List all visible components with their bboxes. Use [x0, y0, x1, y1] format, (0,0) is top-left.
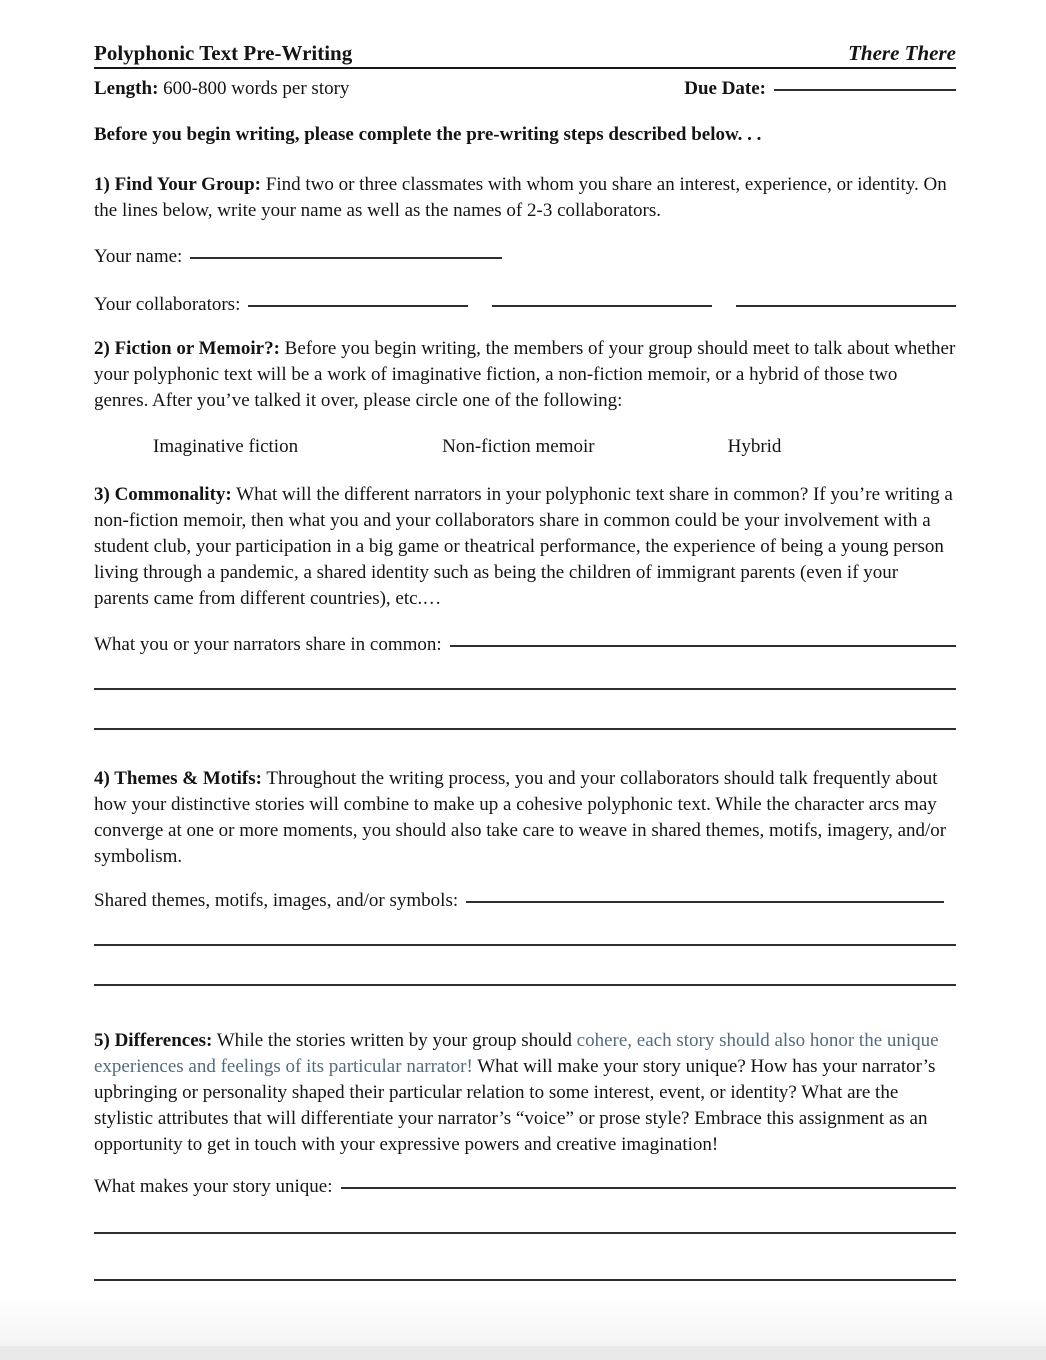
collaborator-blank-line-1 [248, 287, 468, 307]
book-title: There There [848, 41, 956, 65]
section-5 [94, 1028, 956, 1158]
option-non-fiction-memoir: Non-fiction memoir [442, 436, 595, 457]
due-date-label: Due Date: [684, 78, 766, 99]
blank-line [94, 1279, 956, 1281]
section-1-lead: 1) Find Your Group: [94, 174, 261, 195]
collaborators-label: Your collaborators: [94, 294, 241, 315]
blank-line [94, 1232, 956, 1234]
common-blank-line [450, 627, 956, 647]
blank-line [94, 688, 956, 690]
length-value: 600-800 words per story [158, 78, 350, 99]
section-4-lead: 4) Themes & Motifs: [94, 768, 262, 789]
section-1-body: Find two or three classmates with whom you share an interest, experience, or identity. On the lines below, write your name as well as the names of 2-3 collaborators. [94, 174, 947, 221]
your-name-label: Your name: [94, 246, 183, 267]
blank-line [94, 944, 956, 946]
intro-text: Before you begin writing, please complete the pre-writing steps described below. . . [94, 124, 762, 145]
section-3-lead: 3) Commonality: [94, 484, 232, 505]
section-2-body: Before you begin writing, the members of your group should meet to talk about whether your polyphonic text will be a work of imaginative fiction, a non-fiction memoir, or a hybrid of those two genres. After you’ve talked it over, please circle one of the following: [94, 338, 956, 411]
shared-label: Shared themes, motifs, images, and/or symbols: [94, 890, 459, 911]
genre-options [94, 434, 956, 460]
collaborator-blank-line-2 [492, 287, 712, 307]
due-date-field [684, 74, 956, 102]
section-5-body-after: What will make your story unique? How has your narrator’s upbringing or personality shaped their particular relation to some interest, event, or identity? What are the stylistic attributes that will differentiate your narrator’s “voice” or prose style? Embrace this assignment as an opportunity to get in touch with your expressive powers and creative imagination! [94, 1056, 936, 1155]
section-5-highlight: cohere, each story should also honor the unique experiences and feelings of its particular narrator! [94, 1030, 939, 1077]
page-bottom-fade [0, 1298, 1046, 1346]
page-bottom-shade [0, 1346, 1046, 1360]
unique-field [94, 1172, 956, 1200]
shared-blank-line [466, 883, 944, 903]
unique-blank-line [341, 1169, 956, 1189]
section-3-body: What will the different narrators in your polyphonic text share in common? If you’re writing a non-fiction memoir, then what you and your collaborators share in common could be your involvement with a student club, your participation in a big game or theatrical performance, the experience of being a young person living through a pandemic, a shared identity such as being the children of immigrant parents (even if your parents came from different countries), etc.… [94, 484, 953, 609]
section-5-lead: 5) Differences: [94, 1030, 213, 1051]
section-5-body-before: While the stories written by your group should [212, 1030, 577, 1051]
section-4-body: Throughout the writing process, you and your collaborators should talk frequently about how your distinctive stories will combine to make up a cohesive polyphonic text. While the character arcs may converge at one or more moments, you should also take care to weave in shared themes, motifs, imagery, and/or symbolism. [94, 768, 947, 867]
meta-row [94, 74, 956, 102]
option-hybrid: Hybrid [727, 436, 782, 457]
section-4 [94, 766, 956, 870]
common-field [94, 630, 956, 658]
option-imaginative-fiction: Imaginative fiction [153, 436, 299, 457]
section-2-lead: 2) Fiction or Memoir?: [94, 338, 280, 359]
blank-line [94, 984, 956, 986]
header [94, 40, 956, 69]
length-field [94, 76, 349, 102]
collaborator-blank-line-3 [736, 287, 956, 307]
section-2 [94, 336, 956, 414]
unique-label: What makes your story unique: [94, 1176, 333, 1197]
your-name-blank-line [190, 239, 502, 259]
section-1 [94, 172, 956, 224]
common-label: What you or your narrators share in common: [94, 634, 442, 655]
page-title: Polyphonic Text Pre-Writing [94, 41, 353, 65]
section-3 [94, 482, 956, 612]
your-name-field [94, 242, 956, 270]
length-label: Length: [94, 78, 159, 99]
blank-line [94, 728, 956, 730]
shared-field [94, 886, 956, 914]
due-date-blank-line [774, 71, 956, 91]
collaborators-field [94, 290, 956, 318]
